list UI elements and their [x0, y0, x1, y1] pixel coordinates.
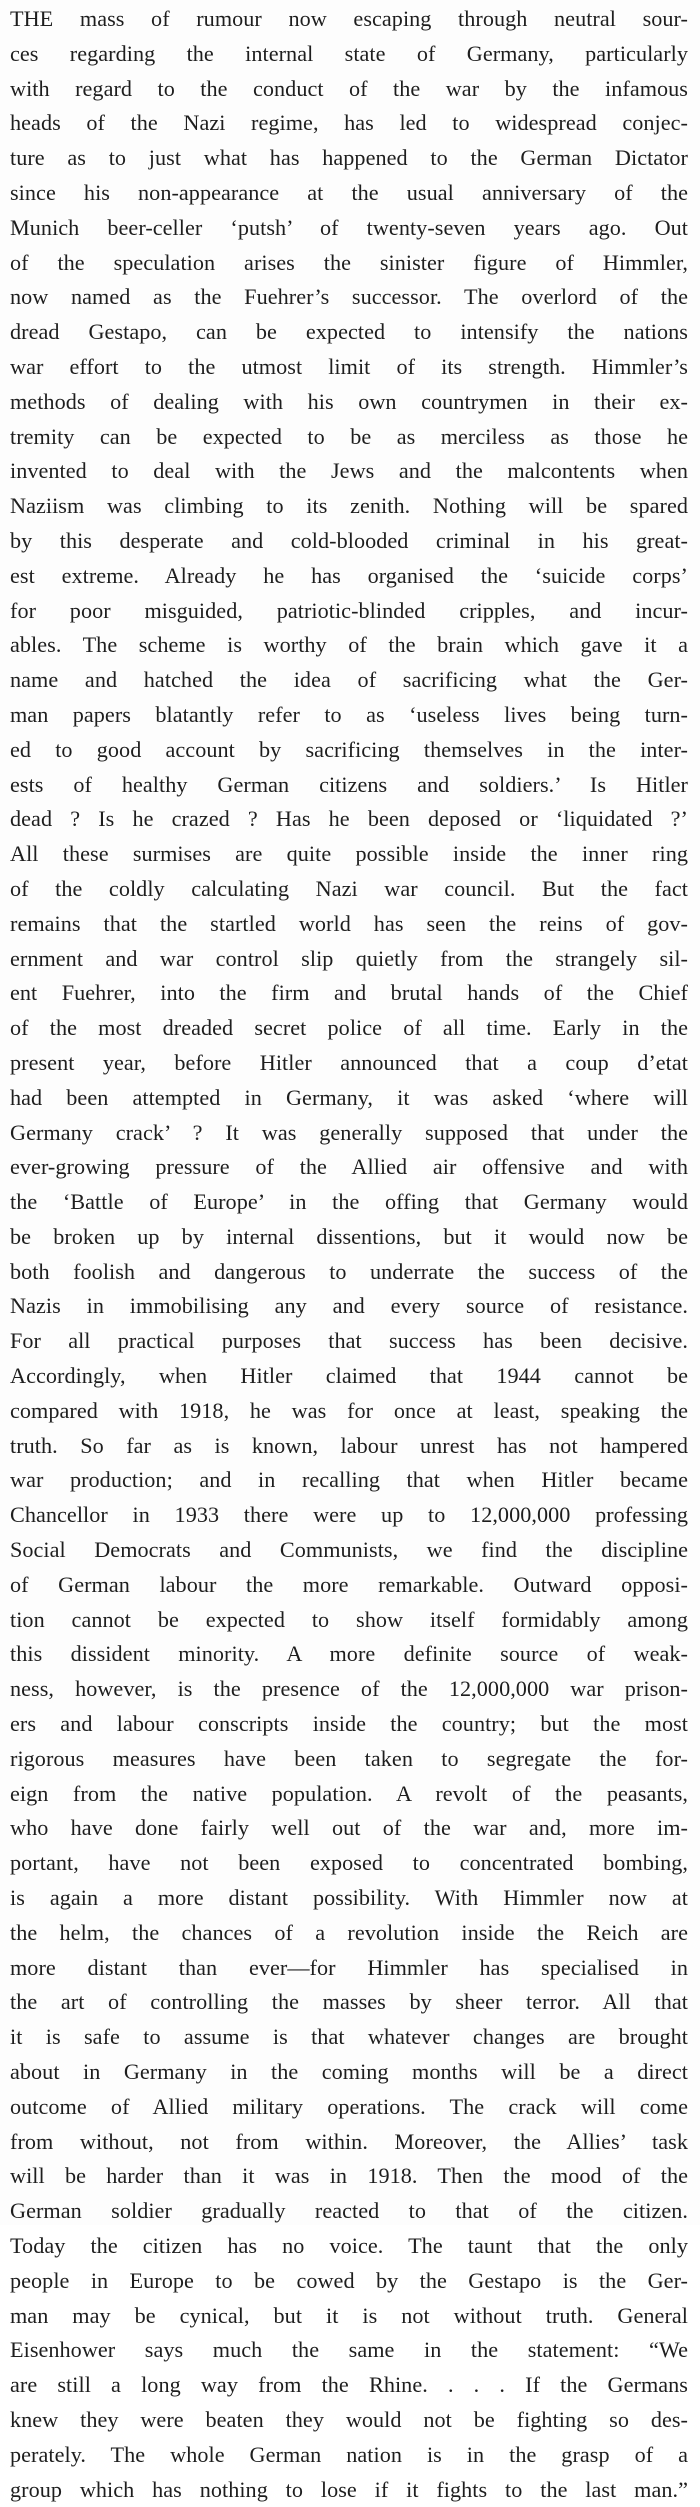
text-line: about in Germany in the coming months will be a direct	[10, 2059, 688, 2085]
text-line: compared with 1918, he was for once at least, speaking the	[10, 1397, 688, 1423]
text-line: truth. So far as is known, labour unrest has not hampered	[10, 1432, 688, 1458]
article-text	[10, 2, 688, 2507]
text-line: man papers blatantly refer to as ‘useless lives being turn-	[10, 701, 688, 727]
text-line: Naziism was climbing to its zenith. Nothing will be spared	[10, 493, 688, 519]
text-line: since his non-appearance at the usual anniversary of the	[10, 179, 688, 205]
text-line: knew they were beaten they would not be fighting so des-	[10, 2406, 688, 2432]
text-line: of the speculation arises the sinister figure of Himmler,	[10, 249, 688, 275]
text-line: ers and labour conscripts inside the country; but the most	[10, 1711, 688, 1737]
text-line: German soldier gradually reacted to that of the citizen.	[10, 2198, 688, 2224]
text-line: man may be cynical, but it is not without truth. General	[10, 2302, 688, 2328]
text-line: outcome of Allied military operations. The crack will come	[10, 2093, 688, 2119]
text-line: from without, not from within. Moreover, the Allies’ task	[10, 2128, 688, 2154]
text-line: more distant than ever—for Himmler has specialised in	[10, 1954, 688, 1980]
text-line: had been attempted in Germany, it was asked ‘where will	[10, 1084, 688, 1110]
text-line: ces regarding the internal state of Germany, particularly	[10, 40, 688, 66]
text-line: Munich beer-celler ‘putsh’ of twenty-seven years ago. Out	[10, 214, 688, 240]
text-line: the art of controlling the masses by sheer terror. All that	[10, 1989, 688, 2015]
text-line: For all practical purposes that success has been decisive.	[10, 1328, 688, 1354]
text-line: ent Fuehrer, into the firm and brutal hands of the Chief	[10, 980, 688, 1006]
text-line: ests of healthy German citizens and soldiers.’ Is Hitler	[10, 771, 688, 797]
text-line: Chancellor in 1933 there were up to 12,000,000 professing	[10, 1502, 688, 1528]
text-line: ture as to just what has happened to the German Dictator	[10, 145, 688, 171]
text-line: tion cannot be expected to show itself formidably among	[10, 1606, 688, 1632]
text-line: tremity can be expected to be as merciless as those he	[10, 423, 688, 449]
text-line: for poor misguided, patriotic-blinded cripples, and incur-	[10, 597, 688, 623]
text-line: with regard to the conduct of the war by the infamous	[10, 75, 688, 101]
text-line: the helm, the chances of a revolution inside the Reich are	[10, 1919, 688, 1945]
text-line: name and hatched the idea of sacrificing what the Ger-	[10, 667, 688, 693]
text-line: it is safe to assume is that whatever changes are brought	[10, 2024, 688, 2050]
text-line: rigorous measures have been taken to segregate the for-	[10, 1745, 688, 1771]
text-line: by this desperate and cold-blooded criminal in his great-	[10, 527, 688, 553]
text-line: will be harder than it was in 1918. Then the mood of the	[10, 2163, 688, 2189]
text-line: of German labour the more remarkable. Outward opposi-	[10, 1571, 688, 1597]
text-line: both foolish and dangerous to underrate the success of the	[10, 1258, 688, 1284]
text-line: heads of the Nazi regime, has led to widespread conjec-	[10, 110, 688, 136]
text-line: eign from the native population. A revolt of the peasants,	[10, 1780, 688, 1806]
text-line: Germany crack’ ? It was generally supposed that under the	[10, 1119, 688, 1145]
text-line: people in Europe to be cowed by the Gestapo is the Ger-	[10, 2267, 688, 2293]
text-line: dread Gestapo, can be expected to intensify the nations	[10, 319, 688, 345]
text-line: portant, have not been exposed to concentrated bombing,	[10, 1850, 688, 1876]
text-line: now named as the Fuehrer’s successor. The overlord of the	[10, 284, 688, 310]
text-line: the ‘Battle of Europe’ in the offing that Germany would	[10, 1189, 688, 1215]
text-line: Today the citizen has no voice. The taunt that the only	[10, 2233, 688, 2258]
text-line: this dissident minority. A more definite source of weak-	[10, 1641, 688, 1667]
text-line: of the coldly calculating Nazi war council. But the fact	[10, 875, 688, 901]
text-line: perately. The whole German nation is in the grasp of a	[10, 2441, 688, 2467]
text-line: remains that the startled world has seen the reins of gov-	[10, 910, 688, 936]
text-line: ed to good account by sacrificing themselves in the inter-	[10, 736, 688, 762]
text-line: present year, before Hitler announced that a coup d’etat	[10, 1049, 688, 1075]
text-line: who have done fairly well out of the war and, more im-	[10, 1815, 688, 1841]
text-line: is again a more distant possibility. With Himmler now at	[10, 1885, 688, 1911]
text-line: group which has nothing to lose if it fights to the last man.”	[10, 2476, 688, 2502]
text-line: Eisenhower says much the same in the statement: “We	[10, 2337, 688, 2363]
text-line: est extreme. Already he has organised the ‘suicide corps’	[10, 562, 688, 588]
text-line: are still a long way from the Rhine. . . . If the Germans	[10, 2372, 688, 2398]
text-line: be broken up by internal dissentions, but it would now be	[10, 1223, 688, 1249]
text-line: methods of dealing with his own countrymen in their ex-	[10, 388, 688, 414]
text-line: THE mass of rumour now escaping through neutral sour-	[10, 6, 688, 31]
text-line: war effort to the utmost limit of its strength. Himmler’s	[10, 353, 688, 379]
text-line: Accordingly, when Hitler claimed that 1944 cannot be	[10, 1363, 688, 1389]
text-line: Nazis in immobilising any and every source of resistance.	[10, 1293, 688, 1319]
text-line: dead ? Is he crazed ? Has he been deposed or ‘liquidated ?’	[10, 806, 688, 832]
text-line: ables. The scheme is worthy of the brain which gave it a	[10, 632, 688, 658]
text-line: All these surmises are quite possible inside the inner ring	[10, 841, 688, 867]
text-line: ness, however, is the presence of the 12,000,000 war prison-	[10, 1676, 688, 1702]
text-line: ernment and war control slip quietly from the strangely sil-	[10, 945, 688, 971]
text-line: of the most dreaded secret police of all time. Early in the	[10, 1015, 688, 1041]
text-line: war production; and in recalling that when Hitler became	[10, 1467, 688, 1493]
text-line: invented to deal with the Jews and the malcontents when	[10, 458, 688, 484]
text-line: Social Democrats and Communists, we find the discipline	[10, 1537, 688, 1563]
text-line: ever-growing pressure of the Allied air offensive and with	[10, 1154, 688, 1180]
